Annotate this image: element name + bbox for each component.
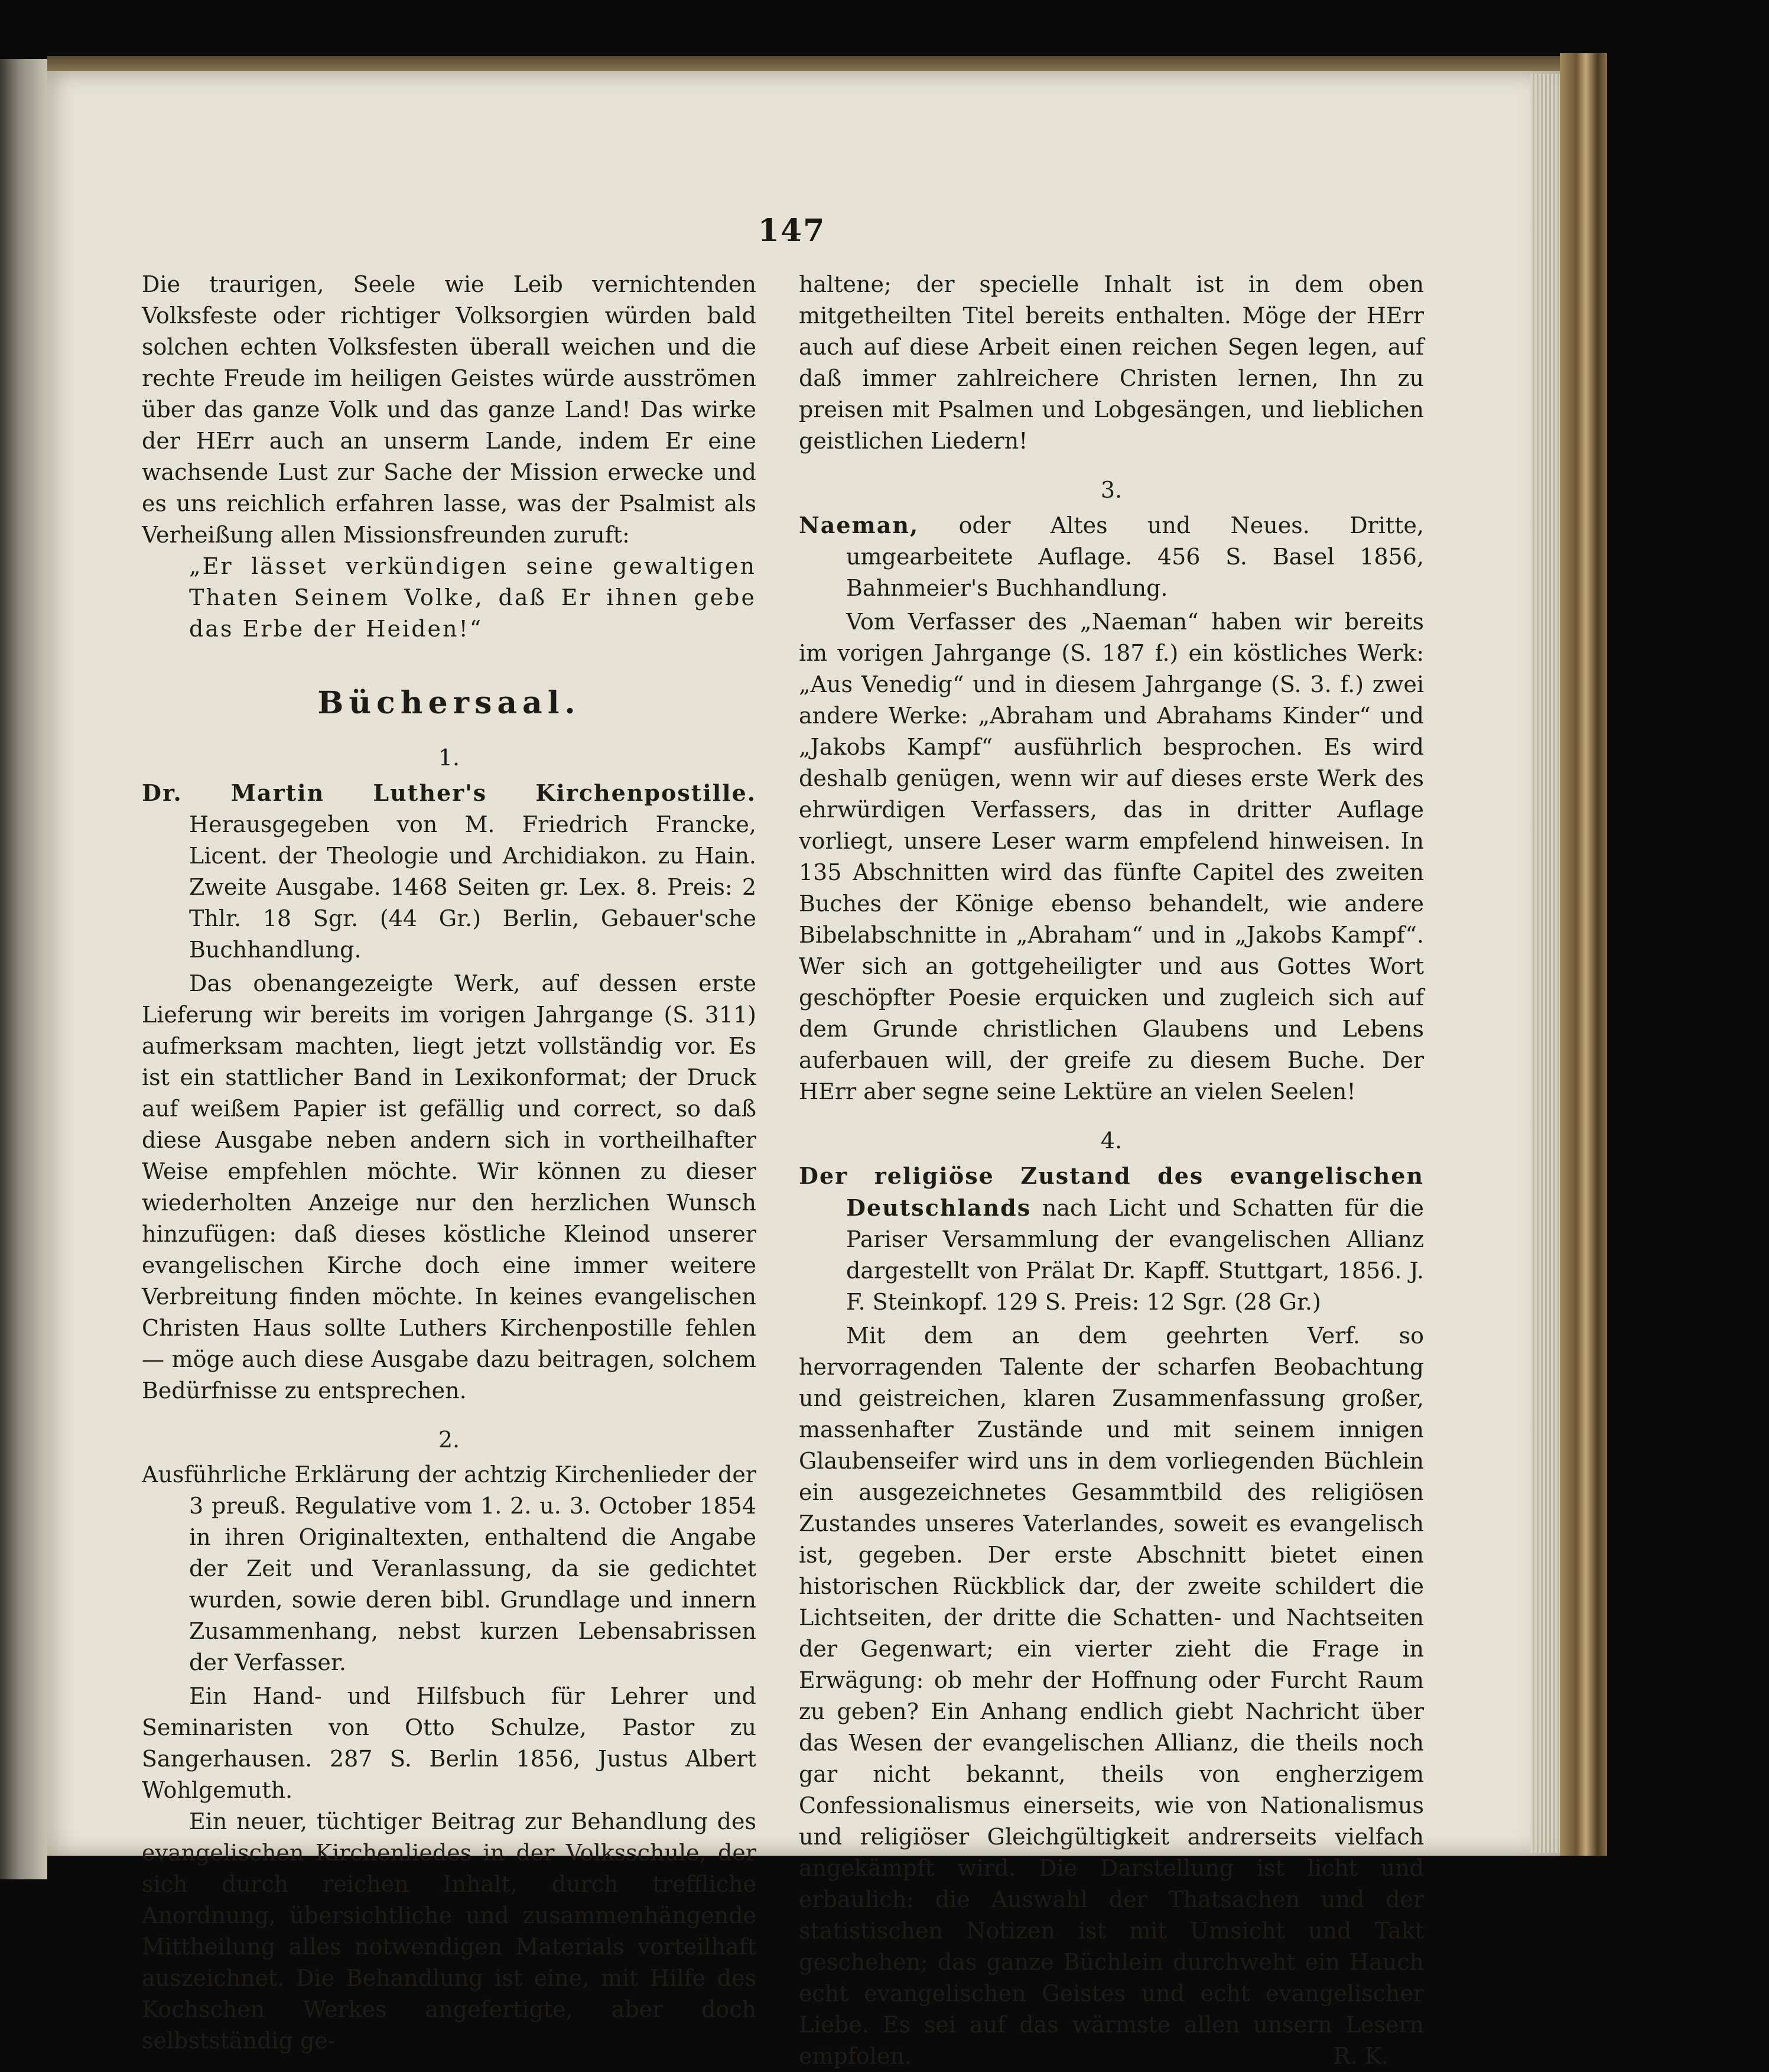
page-edge-strip [1530,74,1560,1853]
entry-1-number: 1. [438,745,460,771]
entry-2-details: Ein Hand- und Hilfsbuch für Lehrer und Seminaristen von Otto Schulze, Pastor zu Sangerhausen. 287 S. Berlin 1856, Justus Albert Wohlgemuth. [142,1683,756,1803]
continuation-paragraph: haltene; der specielle Inhalt ist in dem oben mitgetheilten Titel bereits enthalten. Möge der HErr auch auf diese Arbeit einen reichen Segen legen, auf daß immer zahlreichere Christen lernen, Ihn zu preisen mit Psalmen und Lobgesängen, und lieblichen geistlichen Liedern! [799,271,1424,454]
entry-3-details: oder Altes und Neues. Dritte, umgearbeitete Auflage. 456 S. Basel 1856, Bahnmeier's Buchhandlung. [846,512,1424,601]
psalm-quote: „Er lässet verkündigen seine gewaltigen Thaten Seinem Volke, daß Er ihnen gebe das Erbe der Heiden!“ [189,553,756,642]
entry-2-title: Ausführliche Erklärung der achtzig Kirchenlieder der 3 preuß. Regulative vom 1. 2. u. 3. October 1854 in ihren Originaltexten, enthaltend die Angabe der Zeit und Veranlassung, da sie gedichtet wurden, sowie deren bibl. Grundlage und innern Zusammenhang, nebst kurzen Lebensabrissen der Verfasser. [142,1462,756,1675]
entry-4-review: Mit dem an dem geehrten Verf. so hervorragenden Talente der scharfen Beobachtung und geistreichen, klaren Zusammenfassung großer, massenhafter Zustände und mit seinem innigen Glaubenseifer wird uns in dem vorliegenden Büchlein ein ausgezeichnetes Gesammtbild des religiösen Zustandes unseres Vaterlandes, soweit es evangelisch ist, gegeben. Der erste Abschnitt bietet einen historischen Rückblick dar, der zweite schildert die Lichtseiten, der dritte die Schatten- und Nachtseiten der Gegenwart; ein vierter zieht die Frage in Erwägung: ob mehr der Hoffnung oder Furcht Raum zu geben? Ein Anhang endlich giebt Nachricht über das Wesen der evangelischen Allianz, die theils noch gar nicht bekannt, theils von engherzigem Confessionalismus einerseits, wie von Nationalismus und religiöser Gleichgültigkeit andrerseits vielfach angekämpft wird. Die Darstellung ist licht und erbaulich: die Auswahl der Thatsachen und der statistischen Notizen ist mit Umsicht und Takt geschehen; das ganze Büchlein durchweht ein Hauch echt evangelischen Geistes und echt evangelischer Liebe. Es sei auf das wärmste allen unsern Lesern empfolen. [799,1323,1424,2069]
entry-4-number: 4. [1100,1128,1123,1154]
section-heading: Büchersaal. [317,685,581,721]
entry-3-header [799,509,1424,604]
entry-4-title: Der religiöse Zustand des evangelischen Deutschlands [799,1162,1424,1221]
entry-2-number: 2. [438,1427,460,1453]
entry-1-details: Herausgegeben von M. Friedrich Francke, Licent. der Theologie und Archidiakon. zu Hain. Zweite Ausgabe. 1468 Seiten gr. Lex. 8. Preis: 2 Thlr. 18 Sgr. (44 Gr.) Berlin, Gebauer'sche Buchhandlung. [189,811,756,963]
page-number: 147 [757,213,826,249]
book-cover-right-edge [1560,53,1607,1856]
entry-1-header [142,777,756,966]
entry-4-signature: R. K. [1333,2043,1388,2069]
right-column [799,269,1424,2072]
entry-2-review: Ein neuer, tüchtiger Beitrag zur Behandlung des evangelischen Kirchenliedes in der Volksschule, der sich durch reichen Inhalt, durch treffliche Anordnung, übersichtliche und zusammenhängende Mittheilung alles notwendigen Materials vorteilhaft auszeichnet. Die Behandlung ist eine, mit Hilfe des Kochschen Werkes angefertigte, aber doch selbstständig ge- [142,1808,756,2054]
entry-1-review: Das obenangezeigte Werk, auf dessen erste Lieferung wir bereits im vorigen Jahrgange (S. 311) aufmerksam machten, liegt jetzt vollständig vor. Es ist ein stattlicher Band in Lexikonformat; der Druck auf weißem Papier ist gefällig und correct, so daß diese Ausgabe neben andern sich in vortheilhafter Weise empfehlen möchte. Wir können zu dieser wiederholten Anzeige nur den herzlichen Wunsch hinzufügen: daß dieses köstliche Kleinod unserer evangelischen Kirche doch eine immer weitere Verbreitung finden möchte. In keines evangelischen Christen Haus sollte Luthers Kirchenpostille fehlen — möge auch diese Ausgabe dazu beitragen, solchem Bedürfnisse zu entsprechen. [142,970,756,1404]
entry-3-number: 3. [1100,477,1123,503]
entry-3-review: Vom Verfasser des „Naeman“ haben wir bereits im vorigen Jahrgange (S. 187 f.) ein köstliches Werk: „Aus Venedig“ und in diesem Jahrgange (S. 3. f.) zwei andere Werke: „Abraham und Abrahams Kinder“ und „Jakobs Kampf“ ausführlich besprochen. Es wird deshalb genügen, wenn wir auf dieses erste Werk des ehrwürdigen Verfassers, das in dritter Auflage vorliegt, unsere Leser warm empfelend hinweisen. In 135 Abschnitten wird das fünfte Capitel des zweiten Buches der Könige ebenso behandelt, wie andere Bibelabschnitte in „Abraham“ und in „Jakobs Kampf“. Wer sich an gottgeheiligter und aus Gottes Wort geschöpfter Poesie erquicken und zugleich sich auf dem Grunde christlichen Glaubens und Lebens auferbauen will, der greife zu diesem Buche. Der HErr aber segne seine Lektüre an vielen Seelen! [799,609,1424,1105]
entry-4-header [799,1160,1424,1318]
intro-paragraph: Die traurigen, Seele wie Leib vernichtenden Volksfeste oder richtiger Volksorgien würden bald solchen echten Volksfesten überall weichen und die rechte Freude im heiligen Geistes würde ausströmen über das ganze Volk und das ganze Land! Das wirke der HErr auch an unserm Lande, indem Er eine wachsende Lust zur Sache der Mission erwecke und es uns reichlich erfahren lasse, was der Psalmist als Verheißung allen Missionsfreunden zuruft: [142,271,756,548]
left-column [142,269,756,2057]
entry-3-title: Naeman, [799,512,919,538]
entry-4-details: nach Licht und Schatten für die Pariser Versammlung der evangelischen Allianz dargestellt von Prälat Dr. Kapff. Stuttgart, 1856. J. F. Steinkopf. 129 S. Preis: 12 Sgr. (28 Gr.) [846,1195,1424,1315]
entry-1-title: Dr. Martin Luther's Kirchenpostille. [142,780,756,806]
book-binding-left [0,59,47,1879]
